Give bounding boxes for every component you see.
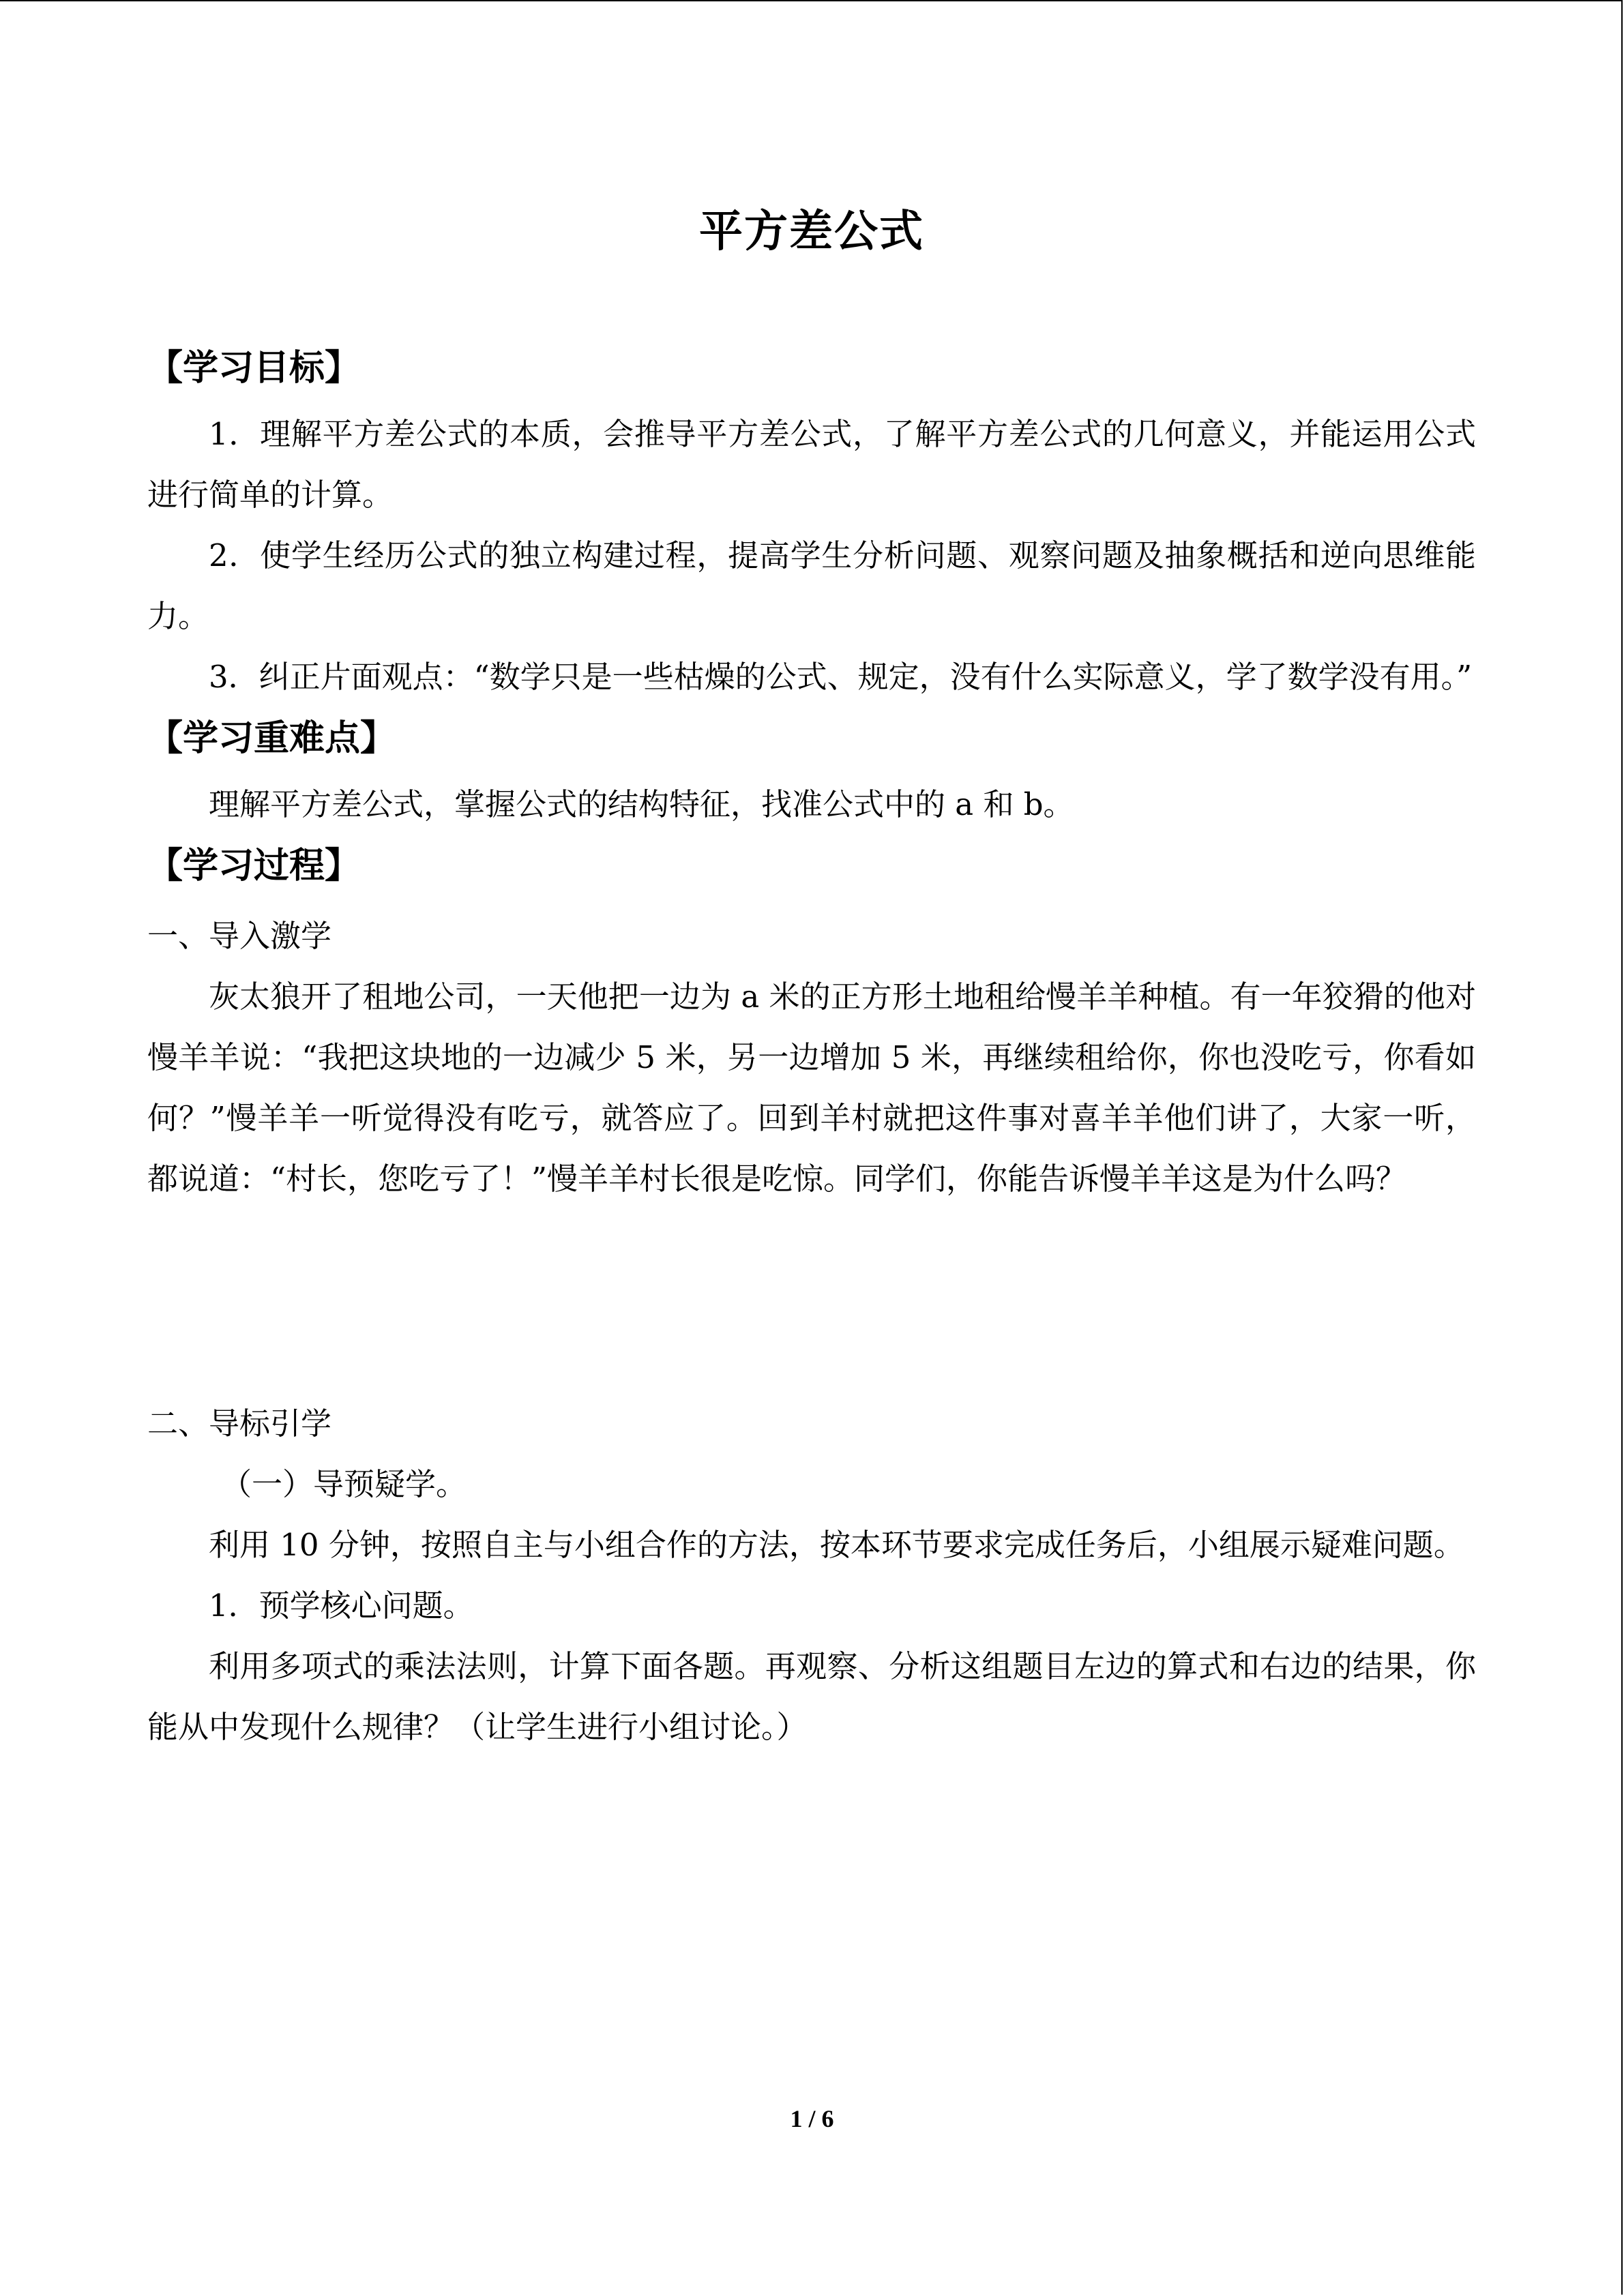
document-title: 平方差公式: [699, 206, 924, 257]
objective-item-2: 2．使学生经历公式的独立构建过程，提高学生分析问题、观察问题及抽象概括和逆向思维能力。: [147, 537, 1476, 634]
process-part2-sub1: （一）导预疑学。: [221, 1466, 467, 1502]
process-heading: 【学习过程】: [147, 845, 361, 886]
process-part1-text: 灰太狼开了租地公司，一天他把一边为 a 米的正方形土地租给慢羊羊种植。有一年狡猾的他对慢羊羊说：“我把这块地的一边减少 5 米，另一边增加 5 米，再继续租给你，你也没吃亏，你看如何？”慢羊羊一听觉得没有吃亏，就答应了。回到羊村就把这件事对喜羊羊他们讲了，大家一听，都说道：“村长，您吃亏了！”慢羊羊村长很是吃惊。同学们，你能告诉慢羊羊这是为什么吗？: [147, 979, 1476, 1197]
objectives-heading: 【学习目标】: [147, 347, 361, 389]
process-part2-text1: 利用 10 分钟，按照自主与小组合作的方法，按本环节要求完成任务后，小组展示疑难问题。: [209, 1527, 1464, 1563]
key-points-heading: 【学习重难点】: [147, 717, 396, 759]
process-part1-title: 一、导入激学: [147, 918, 332, 954]
objective-item-3: 3．纠正片面观点：“数学只是一些枯燥的公式、规定，没有什么实际意义，学了数学没有用。”: [209, 659, 1473, 695]
spacer: [147, 266, 1476, 341]
answer-space: [147, 1209, 1476, 1393]
page-number: 1 / 6: [790, 2105, 834, 2132]
objective-item-1: 1．理解平方差公式的本质，会推导平方差公式，了解平方差公式的几何意义，并能运用公式进行简单的计算。: [147, 416, 1476, 513]
key-points-text: 理解平方差公式，掌握公式的结构特征，找准公式中的 a 和 b。: [209, 786, 1074, 822]
process-part2-title: 二、导标引学: [147, 1405, 332, 1442]
process-part2-text2: 利用多项式的乘法法则，计算下面各题。再观察、分析这组题目左边的算式和右边的结果，你能从中发现什么规律？（让学生进行小组讨论。）: [147, 1648, 1476, 1745]
process-part2-item1: 1．预学核心问题。: [209, 1587, 474, 1624]
document-body: [147, 198, 1476, 1757]
